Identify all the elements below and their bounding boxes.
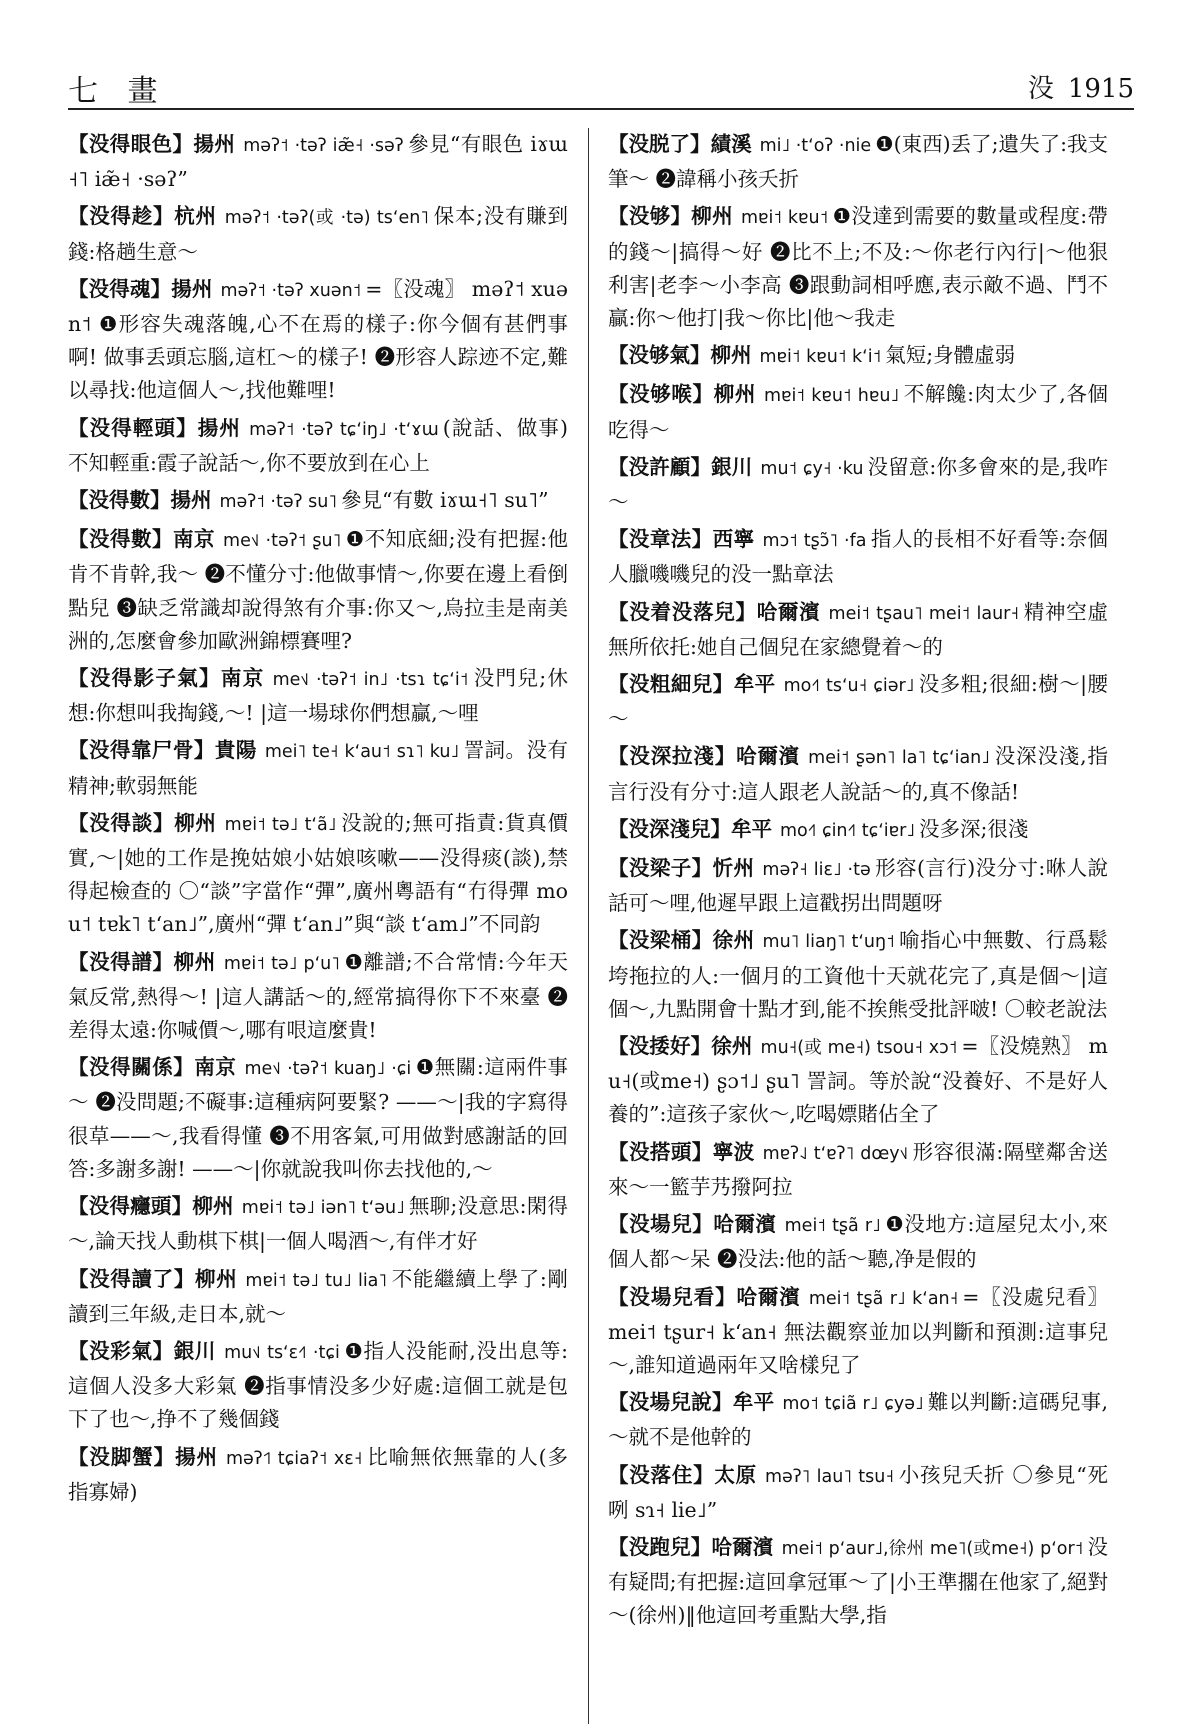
dictionary-entry bbox=[608, 1531, 1108, 1633]
dictionary-entry bbox=[68, 128, 568, 196]
entry-location: 西寧 bbox=[712, 527, 755, 552]
entry-pronunciation: mɐi˦ tə˩ tʻã˩ bbox=[224, 814, 337, 835]
entry-location: 哈爾濱 bbox=[736, 1284, 801, 1309]
dictionary-entry bbox=[68, 946, 568, 1048]
dictionary-entry bbox=[68, 1190, 568, 1258]
dictionary-entry bbox=[68, 1263, 568, 1331]
entry-headword: 【没得譜】 bbox=[68, 949, 174, 974]
entry-pronunciation: mɐi˦ tə˩ tu˩ lia˥ bbox=[245, 1270, 388, 1291]
entry-pronunciation: mei˦ tʂã r˩ kʻan˧ bbox=[808, 1288, 959, 1309]
entry-headword: 【没許顧】 bbox=[608, 454, 712, 479]
entry-location: 哈爾濱 bbox=[736, 744, 801, 769]
entry-location: 揚州 bbox=[170, 488, 212, 513]
page-header bbox=[68, 58, 1134, 110]
entry-definition: =〖没魂〗 məʔ˦ xuən˦ ❶形容失魂落魄,心不在焉的樣子:你今個有甚們事啊! 做事丢頭忘腦,這杠～的樣子! ❷形容人踪迹不定,難以尋找:他這個人～,找他難哩! bbox=[68, 276, 569, 403]
entry-pronunciation: mei˥ te˧ kʻau˦ sɿ˥ ku˩ bbox=[264, 742, 460, 763]
entry-definition: ❶無關:這兩件事～ ❷没問題;不礙事:這種病阿要緊? ——～|我的字寫得很草——～,我看得懂 ❸不用客氣,可用做對感謝話的回答:多謝多謝! ——～|你就說我叫你去找他的,～ bbox=[68, 1055, 569, 1181]
entry-headword: 【没得癮頭】 bbox=[68, 1194, 193, 1219]
entry-location: 柳州 bbox=[713, 382, 756, 407]
entry-location: 南京 bbox=[194, 1055, 237, 1080]
dictionary-entry bbox=[68, 1051, 568, 1186]
entry-definition: 没多深;很淺 bbox=[918, 816, 1029, 841]
dictionary-entry bbox=[608, 1208, 1108, 1276]
entry-definition: 没有疑問;有把握:這回拿冠軍～了|小王準擱在他家了,絕對～(徐州)‖他這回考重點大學,指 bbox=[608, 1534, 1109, 1628]
dictionary-entry bbox=[68, 523, 568, 658]
entry-headword: 【没脚蟹】 bbox=[68, 1444, 176, 1469]
head-character: 没 bbox=[1027, 74, 1054, 104]
entry-definition: ❶(東西)丢了;遺失了:我支筆～ ❷諱稱小孩夭折 bbox=[608, 132, 1109, 192]
entry-definition: 比喻無依無靠的人(多指寡婦) bbox=[68, 1444, 569, 1504]
right-column bbox=[608, 128, 1108, 1637]
dictionary-entry bbox=[68, 412, 568, 480]
entry-pronunciation: məʔ˦ ·təʔ su˥ bbox=[219, 492, 337, 513]
entry-location: 揚州 bbox=[197, 415, 242, 440]
entry-location: 徐州 bbox=[711, 1034, 753, 1059]
entry-location: 揚州 bbox=[193, 132, 236, 156]
entry-pronunciation: mei˦ tʂã r˩ bbox=[784, 1216, 881, 1237]
entry-definition: (說話、做事)不知輕重:霞子說話～,你不要放到在心上 bbox=[68, 415, 569, 475]
entry-headword: 【没落住】 bbox=[608, 1462, 715, 1487]
entry-headword: 【没跑兒】 bbox=[608, 1534, 712, 1559]
left-column bbox=[68, 128, 568, 1513]
entry-location: 柳州 bbox=[195, 1266, 238, 1291]
entry-headword: 【没彩氣】 bbox=[68, 1338, 174, 1363]
entry-definition: ❶没地方:這屋兒太小,來個人都～呆 ❷没法:他的話～聽,净是假的 bbox=[608, 1212, 1108, 1272]
entry-pronunciation: məʔ˦ ·təʔ(或 ·tə) tsʻen˥ bbox=[224, 208, 429, 229]
dictionary-entry bbox=[608, 378, 1108, 446]
dictionary-entry bbox=[608, 740, 1108, 808]
entry-pronunciation: mɐi˦ tə˩ pʻu˥ bbox=[223, 953, 340, 974]
entry-definition: 不解饞:肉太少了,各個吃得～ bbox=[608, 382, 1109, 442]
dictionary-entry bbox=[608, 668, 1108, 736]
entry-pronunciation: mu˦˩ tsʻɛ˧˥ ·tɕi bbox=[224, 1342, 340, 1363]
entry-definition: 保本;没有賺到錢:格趟生意～ bbox=[68, 204, 569, 264]
entry-location: 太原 bbox=[714, 1462, 757, 1487]
entry-pronunciation: məʔ˦ ·təʔ iæ̃˧ ·səʔ bbox=[243, 136, 404, 156]
entry-headword: 【没梁子】 bbox=[608, 856, 713, 881]
entry-headword: 【没得魂】 bbox=[68, 276, 172, 301]
entry-pronunciation: mu˧(或 me˧) tsou˧ xɔ˦ bbox=[760, 1038, 958, 1059]
entry-headword: 【没粗細兒】 bbox=[608, 672, 734, 697]
entry-pronunciation: mɐi˦ tə˩ iən˥ tʻəu˩ bbox=[241, 1198, 405, 1219]
dictionary-entry bbox=[608, 339, 1108, 374]
entry-location: 徐州 bbox=[712, 928, 755, 953]
entry-definition: 小孩兒夭折 〇參見“死咧 sɿ˧ lie˩” bbox=[608, 1462, 1109, 1522]
section-title: 七 畫 bbox=[68, 74, 168, 109]
entry-definition: 氣短;身體虛弱 bbox=[885, 343, 1016, 368]
entry-pronunciation: məʔ˦˥ tɕiaʔ˦ xɛ˧ bbox=[225, 1448, 363, 1469]
entry-location: 南京 bbox=[173, 527, 216, 552]
entry-definition: 參見“有眼色 iɤɯ˧˥ iæ̃˧ ·səʔ” bbox=[68, 132, 568, 192]
entry-location: 牟平 bbox=[731, 816, 772, 841]
entry-headword: 【没梁桶】 bbox=[608, 928, 713, 953]
entry-location: 牟平 bbox=[732, 1390, 775, 1415]
entry-definition: 參見“有數 iɤɯ˧˥ su˥” bbox=[340, 488, 549, 513]
dictionary-entry bbox=[68, 1441, 568, 1509]
dictionary-entry bbox=[608, 813, 1108, 848]
entry-location: 績溪 bbox=[710, 132, 752, 156]
entry-location: 南京 bbox=[220, 666, 265, 691]
entry-definition: ❶不知底細;没有把握:他肯不肯幹,我～ ❷不懂分寸:他做事情～,你要在邊上看倒點兒 ❸缺乏常識却說得煞有介事:你又～,烏拉圭是南美洲的,怎麼會參加歐洲錦標賽哩? bbox=[68, 527, 568, 653]
entry-pronunciation: məʔ˦ ·təʔ xuən˦ bbox=[220, 280, 362, 301]
entry-location: 揚州 bbox=[175, 1444, 218, 1469]
entry-headword: 【没章法】 bbox=[608, 527, 713, 552]
entry-headword: 【没得數】 bbox=[68, 527, 174, 552]
entry-pronunciation: mu˦ ɕy˧ ·ku bbox=[760, 458, 864, 479]
entry-pronunciation: mei˦ pʻaur˩,徐州 me˥(或me˧) pʻor˦ bbox=[781, 1538, 1084, 1559]
entry-location: 柳州 bbox=[691, 204, 733, 229]
entry-definition: 指人的長相不好看等:奈個人臘嘰嘰兒的没一點章法 bbox=[608, 527, 1109, 587]
entry-location: 銀川 bbox=[711, 454, 753, 479]
dictionary-entry bbox=[68, 484, 568, 519]
entry-headword: 【没着没落兒】 bbox=[608, 599, 757, 624]
dictionary-entry bbox=[608, 128, 1108, 196]
entry-pronunciation: mɐi˦ kɐu˦ bbox=[740, 208, 829, 229]
entry-definition: 詈詞。没有精神;軟弱無能 bbox=[68, 738, 569, 798]
entry-headword: 【没得影子氣】 bbox=[68, 666, 221, 691]
dictionary-entry bbox=[608, 596, 1108, 664]
entry-pronunciation: mu˥ liaŋ˥ tʻuŋ˦ bbox=[762, 932, 895, 953]
entry-location: 哈爾濱 bbox=[711, 1534, 774, 1559]
entry-headword: 【没深淺兒】 bbox=[608, 816, 731, 841]
entry-definition: =〖没燒熟〗 mu˧(或me˧) ʂɔ˦˩ ʂu˥ 詈詞。等於說“没養好、不是好人養的”:這孩子家伙～,吃喝嫖賭佔全了 bbox=[608, 1034, 1108, 1127]
dictionary-entry bbox=[608, 451, 1108, 519]
entry-pronunciation: mɔ˦ tʂɔ̃˥ ·fa bbox=[762, 531, 867, 552]
entry-location: 柳州 bbox=[192, 1194, 234, 1219]
dictionary-entry bbox=[608, 852, 1108, 920]
dictionary-entry bbox=[68, 200, 568, 268]
entry-definition: 没多粗;很細:樹～|腰～ bbox=[608, 672, 1108, 732]
entry-headword: 【没得輕頭】 bbox=[68, 415, 198, 440]
entry-definition: 喻指心中無數、行爲鬆垮拖拉的人:一個月的工資他十天就花完了,真是個～|這個～,九點開會十點才到,能不挨熊受批評啵! 〇較老說法 bbox=[608, 928, 1109, 1021]
entry-location: 牟平 bbox=[733, 672, 776, 697]
entry-location: 柳州 bbox=[710, 343, 752, 368]
entry-location: 杭州 bbox=[174, 204, 217, 229]
entry-pronunciation: məʔ˥ lau˥ tsu˧ bbox=[764, 1466, 894, 1487]
entry-pronunciation: məʔ˧ liɛ˩ ·tə bbox=[762, 860, 871, 881]
entry-location: 柳州 bbox=[173, 949, 216, 974]
entry-pronunciation: mei˦ tʂau˥ mei˦ laur˧ bbox=[828, 603, 1020, 624]
entry-headword: 【没得關係】 bbox=[68, 1055, 195, 1080]
entry-pronunciation: me˦˩ ·təʔ˦ in˩ ·tsɿ tɕʻi˦ bbox=[272, 670, 469, 691]
entry-pronunciation: mɐi˦ kɐu˦ kʻi˦ bbox=[759, 347, 882, 368]
entry-headword: 【没够氣】 bbox=[608, 343, 711, 368]
entry-definition: 没說的;無可指責:貨真價實,～|她的工作是挽姑娘小姑娘咳嗽——没得痰(談),禁得起檢查的 〇“談”字當作“彈”,廣州粵語有“冇得彈 mou˦ tɐk˥ tʻan˩”,廣州“彈 tʻan˩”與“談 tʻam˩”不同韵 bbox=[68, 810, 569, 937]
entry-headword: 【没得讀了】 bbox=[68, 1266, 196, 1291]
entry-definition: ❶指人没能耐,没出息等:這個人没多大彩氣 ❷指事情没多少好處:這個工就是包下了也～,挣不了幾個錢 bbox=[68, 1338, 569, 1432]
entry-definition: 没深没淺,指言行没有分寸:這人跟老人說話～的,真不像話! bbox=[608, 744, 1109, 804]
entry-definition: 不能繼續上學了:剛讀到三年級,走日本,就～ bbox=[68, 1266, 568, 1326]
dictionary-entry bbox=[608, 1136, 1108, 1204]
entry-headword: 【没場兒看】 bbox=[608, 1284, 737, 1309]
entry-headword: 【没得趁】 bbox=[68, 204, 175, 229]
dictionary-entry bbox=[608, 1459, 1108, 1527]
entry-pronunciation: mei˦ ʂən˥ la˥ tɕʻian˩ bbox=[808, 748, 990, 769]
entry-definition: 無聊;没意思:閑得～,論天找人動棋下棋|一個人喝酒～,有伴才好 bbox=[68, 1194, 568, 1254]
entry-headword: 【没得數】 bbox=[68, 488, 171, 513]
column-divider bbox=[588, 128, 589, 1724]
entry-headword: 【没場兒說】 bbox=[608, 1390, 733, 1415]
entry-headword: 【没搭頭】 bbox=[608, 1139, 713, 1164]
entry-headword: 【没捼好】 bbox=[608, 1034, 712, 1059]
entry-location: 揚州 bbox=[171, 276, 213, 301]
entry-pronunciation: mo˦ tɕiã r˩ ɕyə˩ bbox=[782, 1394, 924, 1415]
entry-pronunciation: me˦˩ ·təʔ˦ ʂu˥ bbox=[223, 531, 342, 552]
entry-headword: 【没够】 bbox=[608, 204, 692, 229]
entry-headword: 【没得談】 bbox=[68, 810, 175, 835]
entry-definition: 没留意:你多會來的是,我咋～ bbox=[608, 454, 1108, 515]
dictionary-entry bbox=[68, 273, 568, 408]
entry-location: 柳州 bbox=[174, 810, 217, 835]
dictionary-entry bbox=[608, 200, 1108, 335]
page-number: 1915 bbox=[1067, 74, 1134, 104]
entry-location: 哈爾濱 bbox=[756, 599, 821, 624]
entry-definition: =〖没處兒看〗 mei˦ tʂur˧ kʻan˧ 無法觀察並加以判斷和預測:這事兒～,誰知道過兩年又啥樣兒了 bbox=[608, 1284, 1109, 1377]
entry-pronunciation: mɐi˦ kɐu˦ hɐu˩ bbox=[763, 386, 900, 407]
entry-definition: 精神空虛無所依托:她自己個兒在家總覺着～的 bbox=[608, 599, 1109, 659]
entry-headword: 【没深拉淺】 bbox=[608, 744, 737, 769]
dictionary-entry bbox=[68, 662, 568, 730]
dictionary-entry bbox=[608, 1386, 1108, 1454]
dictionary-entry bbox=[68, 734, 568, 802]
entry-location: 貴陽 bbox=[214, 738, 257, 763]
entry-pronunciation: məʔ˦ ·təʔ tɕʻiŋ˩ ·tʻɤɯ bbox=[249, 419, 439, 440]
entry-headword: 【没場兒】 bbox=[608, 1212, 714, 1237]
entry-pronunciation: mo˧˥ ɕin˧˥ tɕʻiɐr˩ bbox=[780, 820, 915, 841]
dictionary-entry bbox=[68, 1335, 568, 1437]
entry-headword: 【没得眼色】 bbox=[68, 132, 194, 156]
entry-definition: 没門兒;休想:你想叫我掏錢,～! |這一場球你們想贏,～哩 bbox=[68, 666, 568, 726]
entry-headword: 【没得靠尸骨】 bbox=[68, 738, 215, 763]
entry-headword: 【没脱了】 bbox=[608, 132, 711, 156]
entry-definition: 形容(言行)没分寸:咻人說話可～哩,他遲早跟上這戳拐出問題呀 bbox=[608, 856, 1109, 916]
entry-definition: ❶離譜;不合常情:今年天氣反常,熱得～! |這人講話～的,經常搞得你下不來臺 ❷差得太遠:你喊價～,哪有哏這麼貴! bbox=[68, 949, 569, 1043]
entry-pronunciation: mo˧˥ tsʻu˧ ɕiər˩ bbox=[783, 676, 915, 697]
entry-definition: ❶没達到需要的數量或程度:帶的錢～|搞得～好 ❷比不上;不及:～你老行內行|～他狠利害|老李～小李高 ❸跟動詞相呼應,表示敵不過、鬥不贏:你～他打|我～你比|他～我走 bbox=[608, 204, 1109, 331]
entry-location: 寧波 bbox=[712, 1139, 755, 1164]
dictionary-entry bbox=[608, 523, 1108, 591]
entry-pronunciation: mɐʔ˨˩ tʻɐʔ˥ dœy˦˩ bbox=[762, 1143, 909, 1164]
dictionary-entry bbox=[68, 807, 568, 942]
entry-pronunciation: mi˩ ·tʻoʔ ·nie bbox=[759, 136, 872, 156]
entry-location: 忻州 bbox=[712, 856, 755, 881]
entry-location: 銀川 bbox=[173, 1338, 217, 1363]
header-right bbox=[1014, 68, 1134, 105]
dictionary-entry bbox=[608, 1281, 1108, 1383]
entry-location: 哈爾濱 bbox=[713, 1212, 777, 1237]
entry-definition: 難以判斷:這碼兒事,～就不是他幹的 bbox=[608, 1390, 1108, 1450]
entry-definition: 形容很滿:隔壁鄰舍送來～一籃芋艿撥阿拉 bbox=[608, 1139, 1109, 1199]
entry-pronunciation: me˦˩ ·təʔ˦ kuaŋ˩ ·ɕi bbox=[244, 1059, 412, 1080]
dictionary-entry bbox=[608, 924, 1108, 1026]
dictionary-entry bbox=[608, 1030, 1108, 1132]
entry-headword: 【没够喉】 bbox=[608, 382, 714, 407]
